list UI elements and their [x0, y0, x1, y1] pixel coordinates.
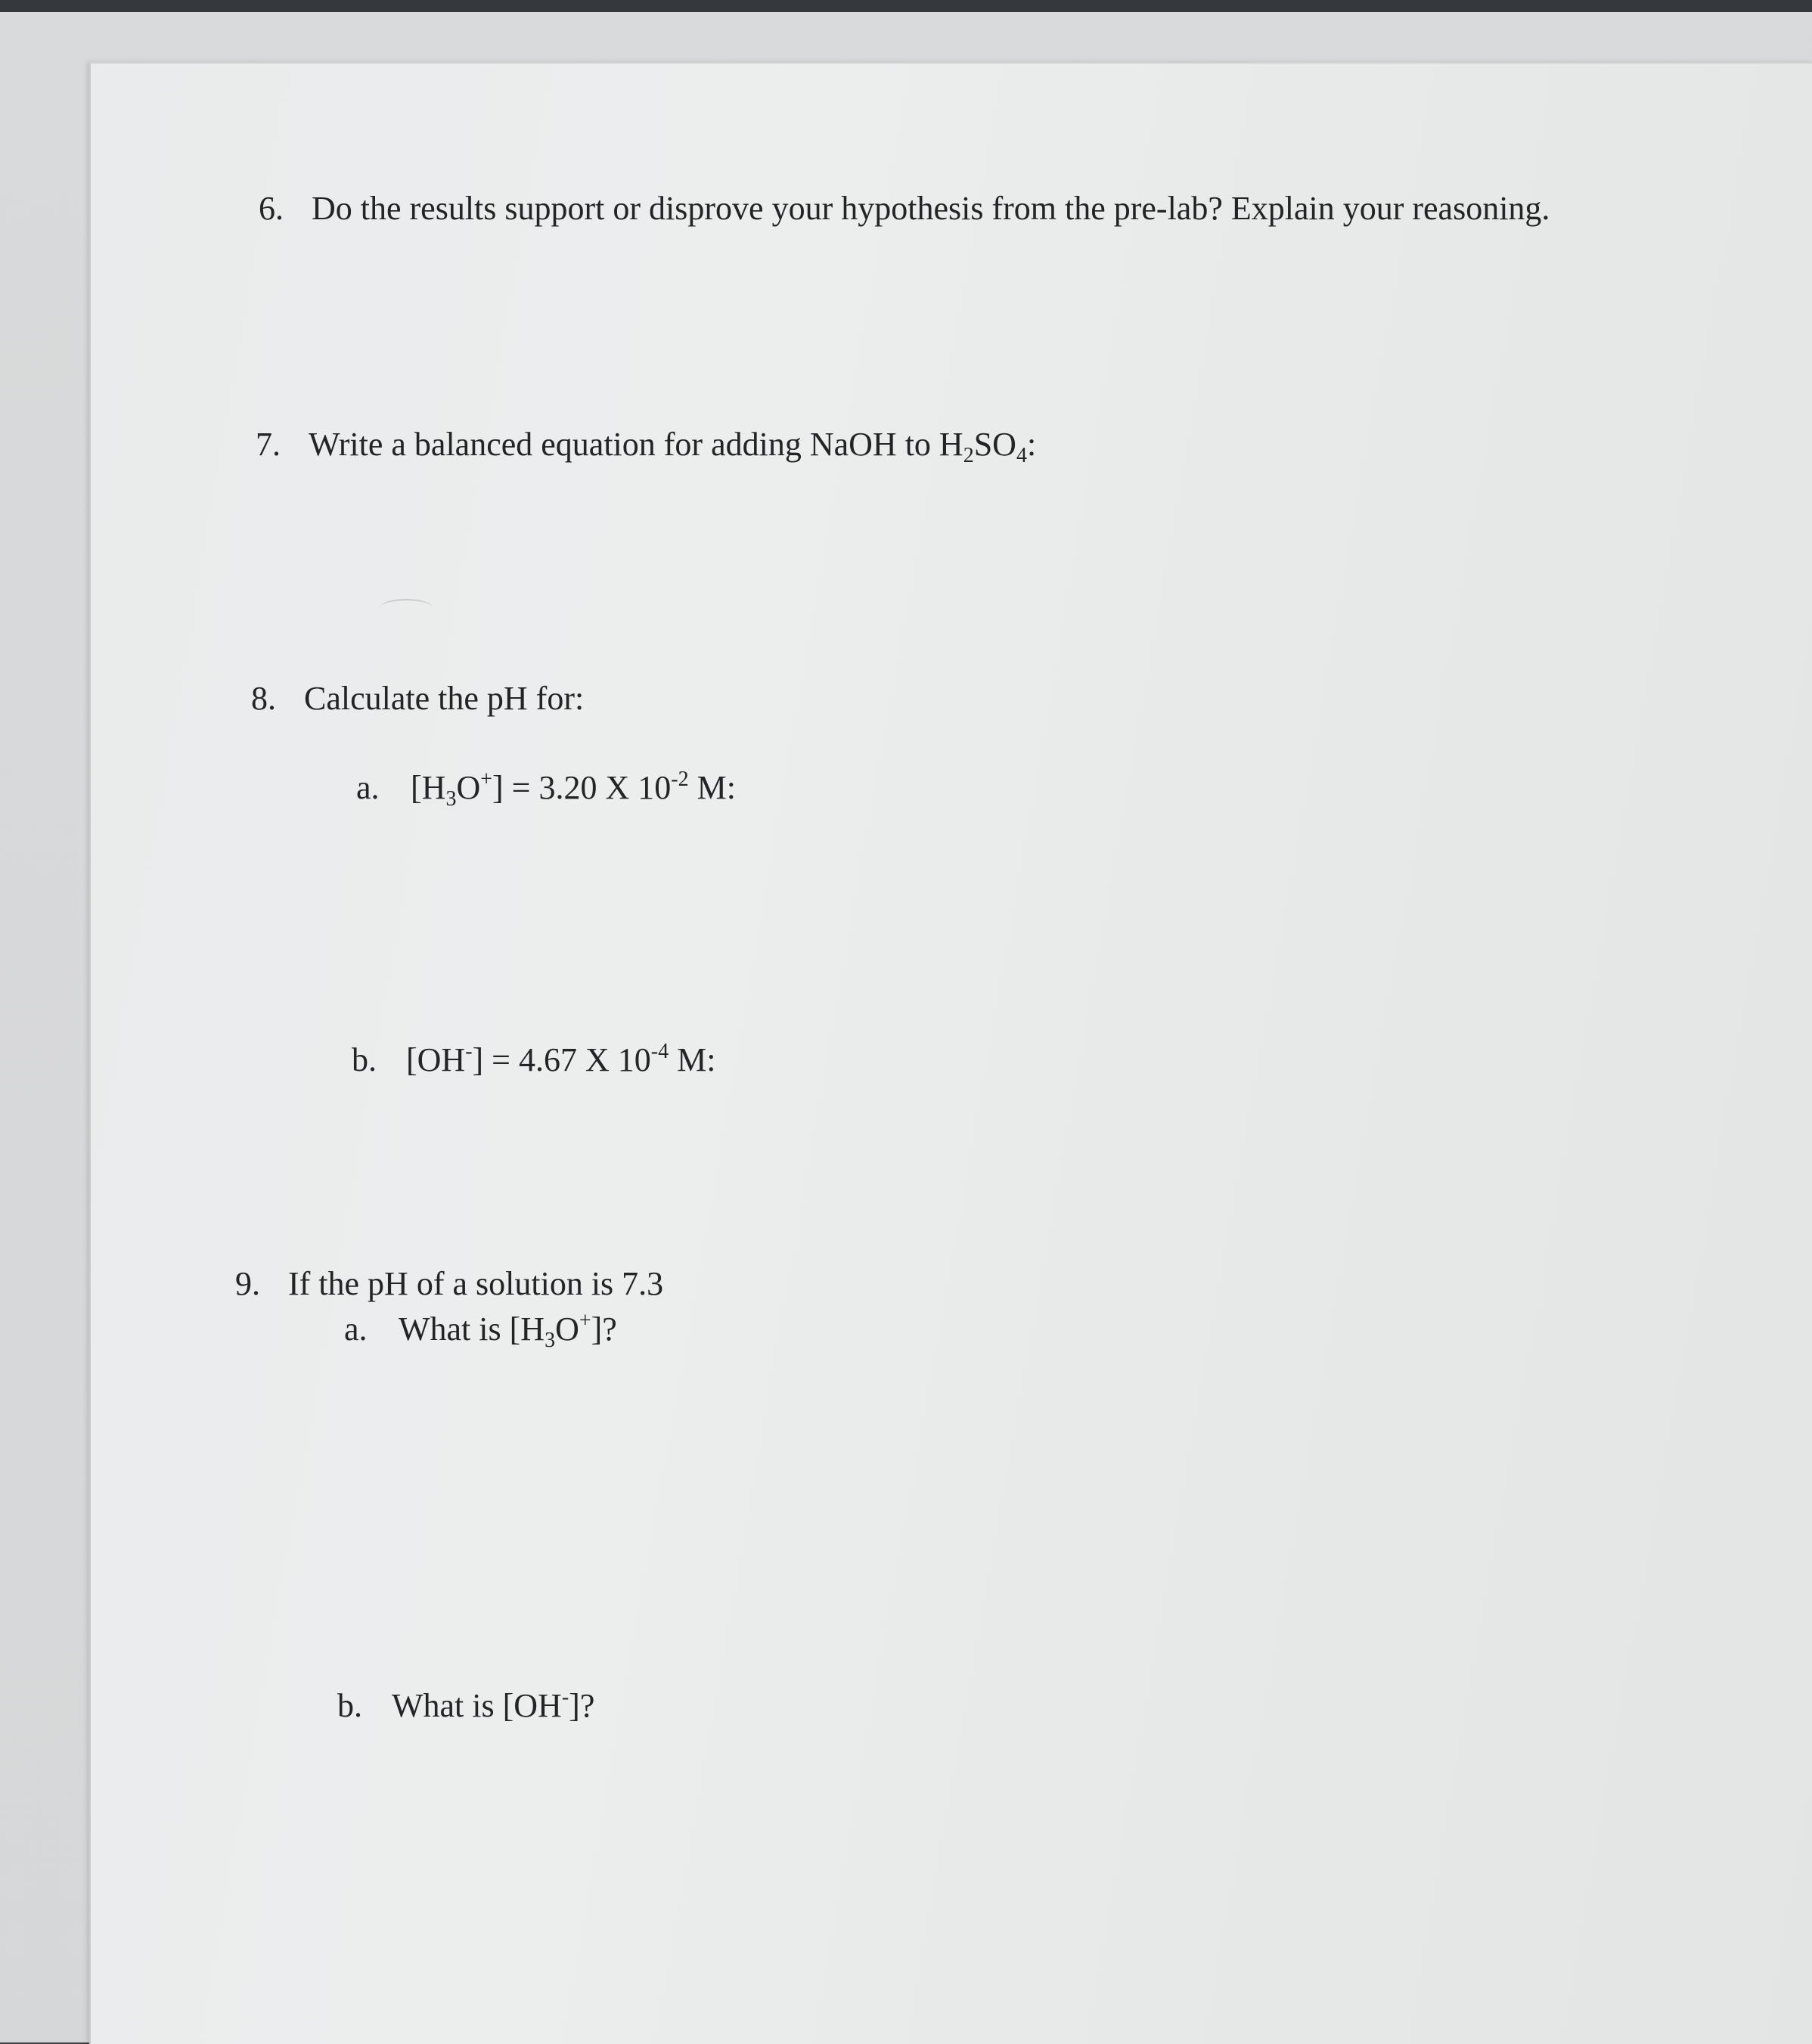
subquestion-letter: b.	[337, 1687, 362, 1724]
subquestion-letter: a.	[356, 769, 380, 806]
question-9b	[337, 1686, 595, 1724]
formula-part: O	[456, 769, 481, 806]
formula-part: [OH	[406, 1041, 466, 1078]
subscript: 3	[445, 787, 457, 811]
formula-part: [H	[411, 769, 446, 806]
formula-part: What is [OH	[392, 1687, 562, 1724]
question-6	[259, 192, 1550, 225]
question-8	[251, 682, 584, 715]
superscript: +	[579, 1309, 591, 1332]
question-8a	[356, 768, 736, 811]
subscript: 2	[963, 444, 974, 467]
question-8b	[352, 1040, 716, 1078]
paper-smudge	[380, 599, 433, 617]
subscript: 3	[545, 1329, 556, 1352]
exponent: -4	[650, 1040, 669, 1063]
question-9a	[344, 1309, 617, 1352]
subscript: 4	[1016, 444, 1027, 467]
formula-part: ] = 4.67 X 10	[472, 1041, 651, 1078]
subquestion-letter: a.	[344, 1310, 368, 1348]
question-text-formula: SO	[973, 426, 1016, 463]
question-7	[256, 426, 1037, 467]
question-number: 7.	[256, 426, 281, 463]
question-text: Write a balanced equation for adding NaOH to H	[309, 426, 963, 463]
superscript: -	[561, 1686, 569, 1709]
question-number: 8.	[251, 680, 276, 717]
formula-part: ]?	[569, 1687, 595, 1724]
superscript: +	[480, 768, 493, 791]
question-text: Calculate the pH for:	[304, 680, 585, 717]
formula-part: M:	[688, 769, 736, 806]
superscript: -	[465, 1040, 473, 1063]
formula-part: O	[555, 1310, 579, 1348]
formula-part: M:	[669, 1041, 716, 1078]
worksheet-page	[89, 62, 1812, 2044]
formula-part: ] = 3.20 X 10	[492, 769, 672, 806]
question-text-colon: :	[1026, 426, 1037, 463]
question-9	[235, 1267, 663, 1301]
question-text: If the pH of a solution is 7.3	[288, 1265, 664, 1302]
formula-part: What is [H	[399, 1310, 545, 1348]
subquestion-letter: b.	[352, 1041, 377, 1078]
top-edge	[0, 0, 1812, 12]
question-text: Do the results support or disprove your hypothesis from the pre-lab? Explain your reasoning.	[312, 190, 1550, 227]
question-number: 9.	[235, 1265, 260, 1302]
formula-part: ]?	[591, 1310, 617, 1348]
question-number: 6.	[259, 190, 284, 227]
exponent: -2	[671, 768, 689, 791]
